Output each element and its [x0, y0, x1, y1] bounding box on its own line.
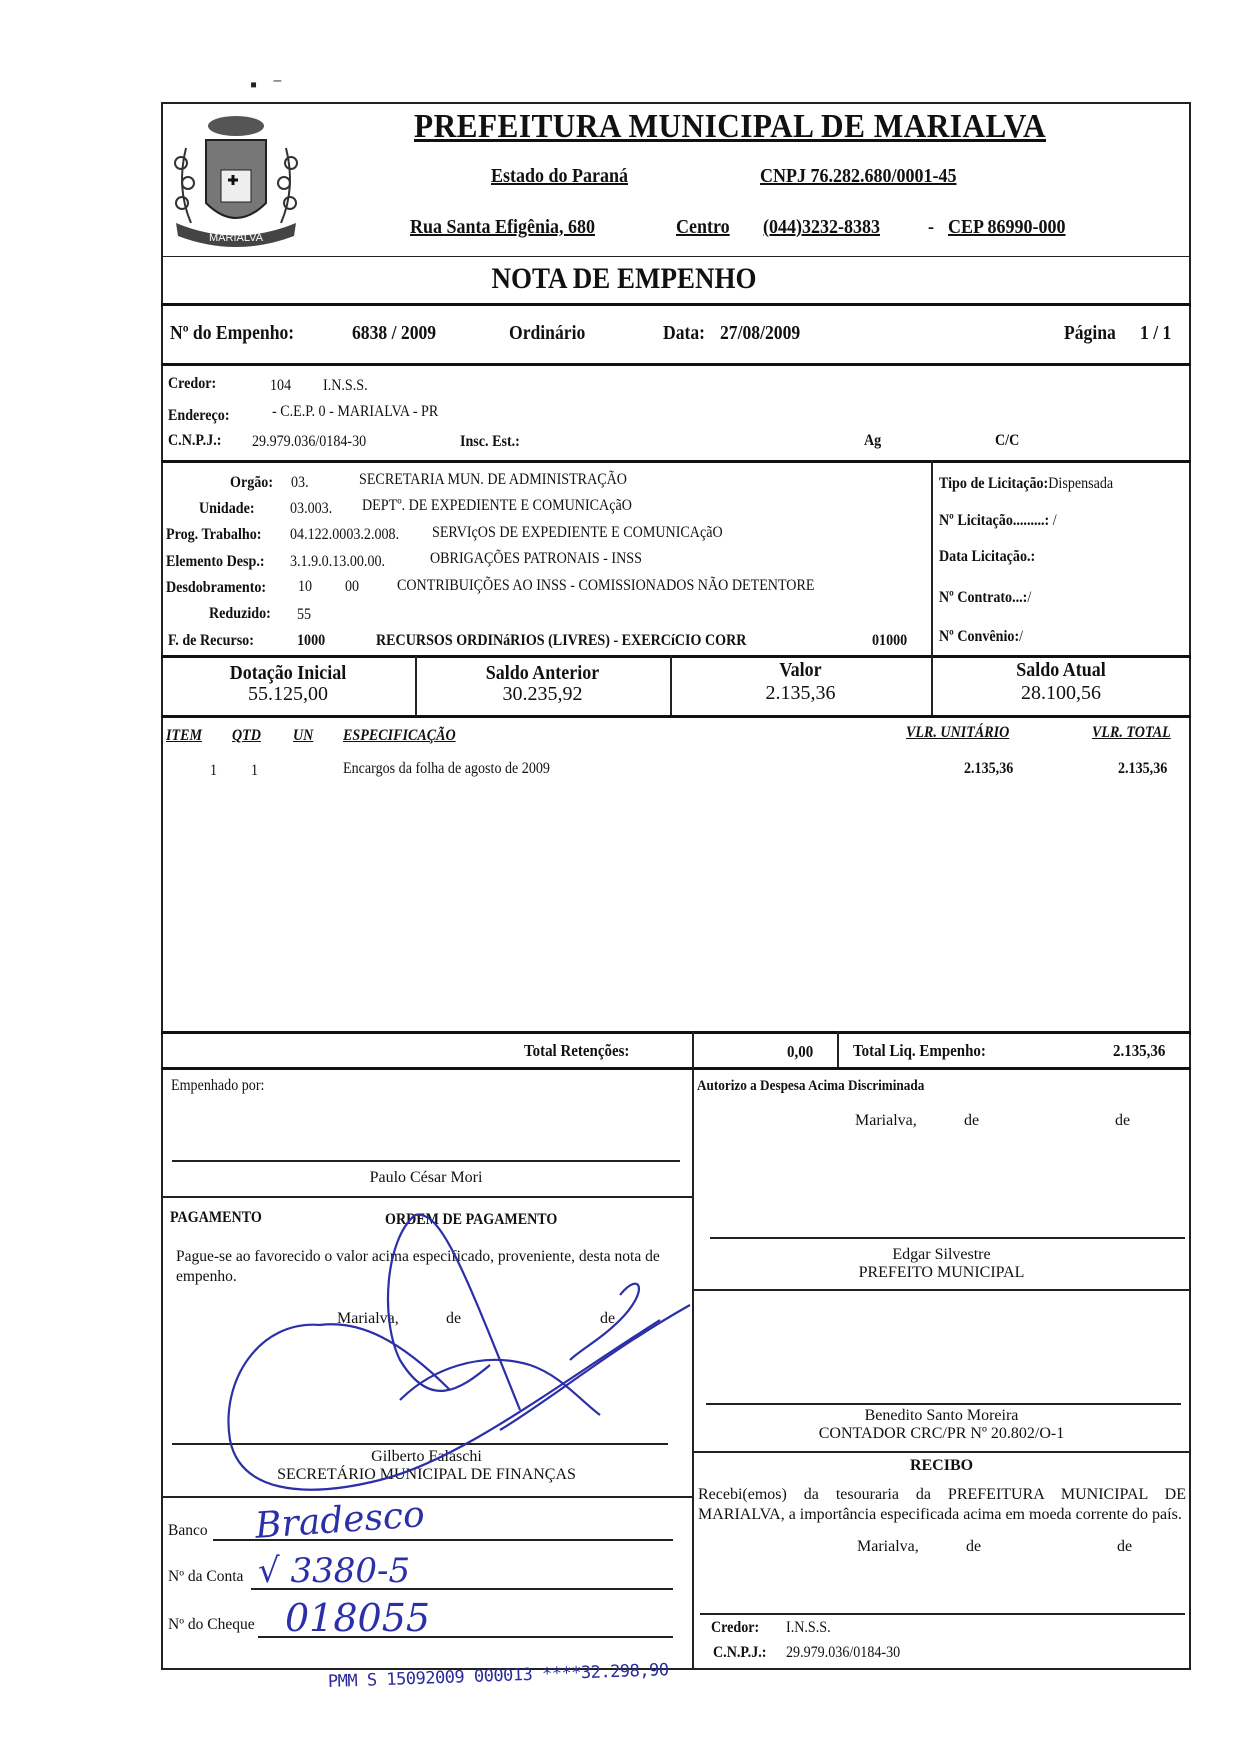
- endereco-label: Endereço:: [168, 407, 230, 424]
- col-item: ITEM: [166, 727, 202, 744]
- col-vlr-unitario: VLR. UNITÁRIO: [906, 724, 1010, 741]
- signature-scribble-icon: [200, 1200, 700, 1520]
- signature-line: [172, 1160, 680, 1162]
- unidade-code: 03.003.: [290, 500, 333, 517]
- pagamento-text: Pague-se ao favorecido o valor acima especificado, proveniente, desta nota de empenho.: [176, 1248, 660, 1285]
- divider: [161, 460, 1191, 463]
- cep-label: CEP 86990-000: [948, 216, 1066, 238]
- endereco-value: - C.E.P. 0 - MARIALVA - PR: [272, 403, 439, 420]
- empenho-date: 27/08/2009: [720, 322, 801, 344]
- saldo-box-saldo-anterior: Saldo Anterior 30.235,92: [485, 662, 600, 705]
- elemento-desp-code: 3.1.9.0.13.00.00.: [290, 553, 386, 570]
- banco-label: Banco: [168, 1522, 208, 1539]
- autorizo-label: Autorizo a Despesa Acima Discriminada: [697, 1078, 925, 1094]
- page-label: Página: [1064, 322, 1116, 344]
- numero-contrato-label: Nº Contrato...:/: [939, 589, 1032, 606]
- page-number: 1 / 1: [1140, 322, 1172, 344]
- prog-trabalho-desc: SERVIçOS DE EXPEDIENTE E COMUNICAçãO: [432, 524, 723, 541]
- recibo-city: Marialva,: [857, 1538, 919, 1555]
- autorizo-de-2: de: [1115, 1112, 1131, 1129]
- tipo-licitacao-value: Dispensada: [1048, 475, 1114, 492]
- unidade-desc: DEPTº. DE EXPEDIENTE E COMUNICAçãO: [362, 497, 632, 514]
- row-especificacao: Encargos da folha de agosto de 2009: [343, 760, 550, 777]
- total-retencoes-label: Total Retenções:: [524, 1041, 630, 1060]
- autorizo-city: Marialva,: [855, 1112, 917, 1129]
- prog-trabalho-code: 04.122.0003.2.008.: [290, 526, 400, 543]
- cnpj-label: CNPJ 76.282.680/0001-45: [760, 165, 957, 187]
- conta-label: Nº da Conta: [168, 1568, 244, 1585]
- empenho-date-label: Data:: [663, 322, 706, 344]
- desdobramento-code-1: 10: [298, 578, 313, 595]
- saldo-box-dotacao-inicial: Dotação Inicial 55.125,00: [229, 662, 347, 705]
- signature-line: [700, 1613, 1185, 1615]
- saldo-box-valor: Valor 2.135,36: [765, 659, 836, 704]
- bank-stamp: PMM S 15092009 000013 ****32.298,90: [327, 1660, 669, 1692]
- empenhado-por-label: Empenhado por:: [171, 1077, 265, 1094]
- recibo-de-1: de: [966, 1538, 982, 1555]
- pagamento-de-1: de: [446, 1310, 462, 1327]
- cheque-handwritten: 018055: [285, 1596, 431, 1640]
- saldo-box-saldo-atual: Saldo Atual 28.100,56: [1016, 659, 1106, 704]
- total-liquido-value: 2.135,36: [1113, 1041, 1166, 1060]
- agencia-label: Ag: [864, 432, 882, 449]
- divider: [692, 1451, 1191, 1453]
- secretario-title: SECRETÁRIO MUNICIPAL DE FINANÇAS: [277, 1466, 576, 1483]
- signature-line: [706, 1403, 1181, 1405]
- cheque-label: Nº do Cheque: [168, 1616, 255, 1633]
- municipal-crest-icon: [166, 108, 306, 258]
- row-qtd: 1: [251, 762, 259, 779]
- orgao-code: 03.: [291, 474, 309, 491]
- recurso-label: F. de Recurso:: [168, 632, 254, 649]
- col-qtd: QTD: [232, 727, 261, 744]
- prefeito-name: Edgar Silvestre: [892, 1246, 991, 1263]
- col-un: UN: [293, 727, 314, 744]
- ordem-pagamento-label: ORDEM DE PAGAMENTO: [385, 1211, 558, 1228]
- recibo-credor-label: Credor:: [711, 1619, 760, 1636]
- recibo-cnpj-value: 29.979.036/0184-30: [786, 1644, 901, 1661]
- credor-name: I.N.S.S.: [323, 377, 368, 394]
- contador-name: Benedito Santo Moreira: [864, 1407, 1019, 1424]
- prefeito-title: PREFEITO MUNICIPAL: [858, 1264, 1025, 1281]
- orgao-desc: SECRETARIA MUN. DE ADMINISTRAÇÃO: [359, 471, 627, 488]
- divider: [692, 1031, 694, 1069]
- secretario-name: Gilberto Falaschi: [371, 1448, 482, 1465]
- divider: [161, 1067, 1191, 1070]
- total-retencoes-value: 0,00: [787, 1042, 814, 1061]
- recibo-title: RECIBO: [909, 1457, 974, 1474]
- reduzido-value: 55: [297, 606, 312, 623]
- elemento-desp-label: Elemento Desp.:: [166, 553, 265, 570]
- autorizo-de-1: de: [964, 1112, 980, 1129]
- unidade-label: Unidade:: [199, 500, 255, 517]
- divider: [161, 715, 1191, 718]
- pagamento-label: PAGAMENTO: [170, 1209, 262, 1226]
- svg-text:MARIALVA: MARIALVA: [209, 232, 263, 244]
- contador-title: CONTADOR CRC/PR Nº 20.802/O-1: [818, 1425, 1065, 1442]
- divider: [837, 1031, 839, 1067]
- orgao-label: Orgão:: [230, 474, 274, 491]
- numero-convenio-label: Nº Convênio:/: [939, 628, 1024, 645]
- credor-cnpj: 29.979.036/0184-30: [252, 433, 367, 450]
- empenho-number: 6838 / 2009: [352, 322, 437, 344]
- credor-label: Credor:: [168, 375, 217, 392]
- recibo-de-2: de: [1117, 1538, 1133, 1555]
- divider: [161, 363, 1191, 366]
- elemento-desp-desc: OBRIGAÇÕES PATRONAIS - INSS: [430, 550, 642, 567]
- empenho-number-label: Nº do Empenho:: [170, 322, 295, 344]
- col-vlr-total: VLR. TOTAL: [1092, 724, 1171, 741]
- recibo-text: Recebi(emos) da tesouraria da PREFEITURA MUNICIPAL DE MARIALVA, a importância especificada acima em moeda corrente do país.: [698, 1486, 1186, 1523]
- credor-code: 104: [270, 377, 292, 394]
- col-especificacao: ESPECIFICAÇÃO: [343, 727, 456, 744]
- row-vlr-unitario: 2.135,36: [964, 760, 1014, 777]
- address-label: Rua Santa Efigênia, 680: [410, 216, 596, 238]
- divider: [161, 655, 1191, 658]
- district-label: Centro: [676, 216, 730, 238]
- row-item: 1: [210, 762, 218, 779]
- total-liquido-label: Total Liq. Empenho:: [853, 1041, 986, 1060]
- divider: [692, 1289, 1191, 1291]
- reduzido-label: Reduzido:: [209, 605, 271, 622]
- recibo-cnpj-label: C.N.P.J.:: [713, 1644, 767, 1661]
- banco-handwritten: Bradesco: [253, 1494, 427, 1547]
- signature-line: [710, 1237, 1185, 1239]
- numero-licitacao-label: Nº Licitação.........: /: [939, 512, 1057, 529]
- divider: [161, 1196, 692, 1198]
- divider: [161, 256, 1191, 257]
- recurso-code: 1000: [297, 632, 326, 649]
- scan-mark: ▪ ⁻: [250, 74, 283, 96]
- recurso-code-2: 01000: [872, 632, 908, 649]
- desdobramento-desc: CONTRIBUIÇÕES AO INSS - COMISSIONADOS NÃO DETENTORE: [397, 577, 815, 594]
- state-label: Estado do Paraná: [491, 165, 629, 187]
- data-licitacao-label: Data Licitação.:: [939, 548, 1036, 565]
- credor-cnpj-label: C.N.P.J.:: [168, 432, 222, 449]
- insc-est-label: Insc. Est.:: [460, 433, 520, 450]
- separator: -: [928, 216, 935, 238]
- empenho-type: Ordinário: [509, 322, 586, 344]
- divider: [931, 460, 933, 658]
- conta-handwritten: √ 3380-5: [258, 1551, 411, 1591]
- row-vlr-total: 2.135,36: [1118, 760, 1168, 777]
- document-title: NOTA DE EMPENHO: [491, 262, 757, 295]
- pagamento-de-2: de: [600, 1310, 616, 1327]
- divider: [161, 1031, 1191, 1034]
- conta-corrente-label: C/C: [995, 432, 1020, 449]
- municipality-title: PREFEITURA MUNICIPAL DE MARIALVA: [414, 108, 1046, 145]
- divider: [161, 303, 1191, 306]
- tipo-licitacao-label: Tipo de Licitação:Dispensada: [939, 475, 1114, 492]
- empenhado-signer: Paulo César Mori: [369, 1169, 483, 1186]
- prog-trabalho-label: Prog. Trabalho:: [166, 526, 262, 543]
- desdobramento-label: Desdobramento:: [166, 579, 267, 596]
- desdobramento-code-2: 00: [345, 578, 360, 595]
- phone-label: (044)3232-8383: [763, 216, 880, 238]
- recurso-desc: RECURSOS ORDINáRIOS (LIVRES) - EXERCíCIO CORR: [376, 632, 747, 649]
- pagamento-city: Marialva,: [337, 1310, 399, 1327]
- recibo-credor-value: I.N.S.S.: [786, 1619, 831, 1636]
